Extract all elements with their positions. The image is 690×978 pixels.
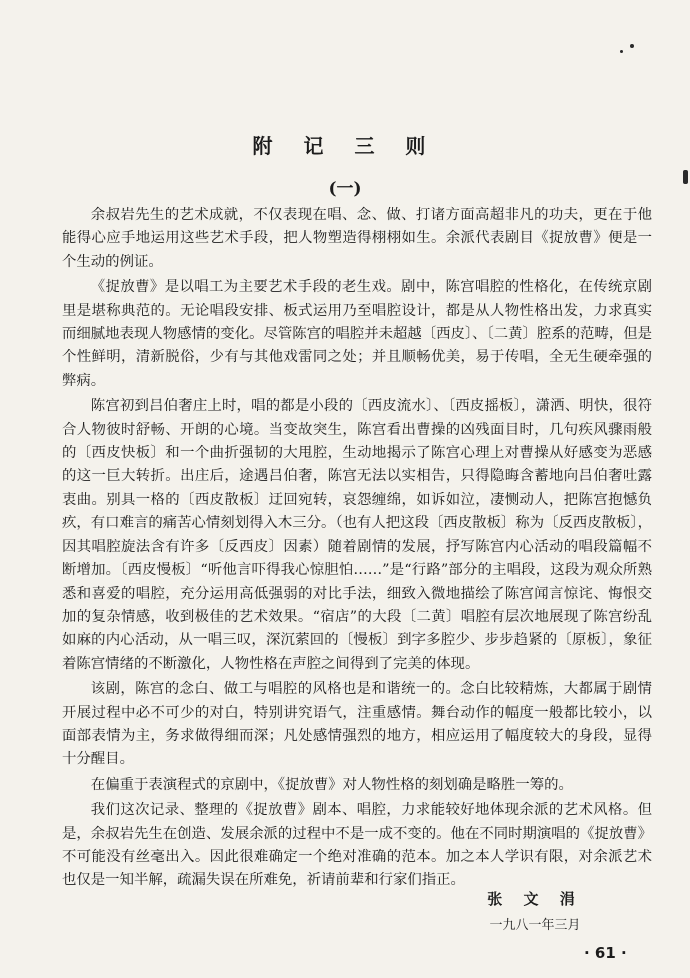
article-body <box>62 204 652 895</box>
scan-speck <box>630 44 634 48</box>
paragraph: 《捉放曹》是以唱工为主要艺术手段的老生戏。剧中，陈宫唱腔的性格化，在传统京剧里是堪称典范的。无论唱段安排、板式运用乃至唱腔设计，都是从人物性格出发，力求真实而细腻地表现人物感情的变化。尽管陈宫的唱腔并未超越〔西皮〕、〔二黄〕腔系的范畴，但是个性鲜明，清新脱俗，少有与其他戏雷同之处；并且顺畅优美，易于传唱，全无生硬牵强的弊病。 <box>62 279 653 389</box>
signature-date: 一九八一年三月 <box>489 918 581 933</box>
scan-speck <box>620 50 623 53</box>
paragraph: 该剧，陈宫的念白、做工与唱腔的风格也是和谐统一的。念白比较精炼，大都属于剧情开展过程中必不可少的对白，特别讲究语气，注重感情。舞台动作的幅度一般都比较小，以面部表情为主，务求做得细而深；凡处感情强烈的地方，相应运用了幅度较大的身段，显得十分醒目。 <box>62 681 652 768</box>
page-title: 附 记 三 则 <box>252 134 438 158</box>
author-signature: 张 文 涓 <box>487 890 583 908</box>
paragraph: 我们这次记录、整理的《捉放曹》剧本、唱腔，力求能较好地体现余派的艺术风格。但是，余叔岩先生在创造、发展余派的过程中不是一成不变的。他在不同时期演唱的《捉放曹》不可能没有丝毫出入。因此很难确定一个绝对准确的范本。加之本人学识有限，对余派艺术也仅是一知半解，疏漏失误在所难免，祈请前辈和行家们指正。 <box>62 802 653 889</box>
page-number: · 61 · <box>584 944 627 962</box>
paragraph: 在偏重于表演程式的京剧中，《捉放曹》对人物性格的刻划确是略胜一筹的。 <box>90 776 573 793</box>
section-number: (一) <box>328 179 362 199</box>
paragraph: 余叔岩先生的艺术成就，不仅表现在唱、念、做、打诸方面高超非凡的功夫，更在于他能得心应手地运用这些艺术手段，把人物塑造得栩栩如生。余派代表剧目《捉放曹》便是一个生动的例证。 <box>62 207 652 270</box>
scan-speck <box>683 170 688 184</box>
paragraph: 陈宫初到吕伯奢庄上时，唱的都是小段的〔西皮流水〕、〔西皮摇板〕，潇洒、明快，很符合人物彼时舒畅、开朗的心境。当变故突生，陈宫看出曹操的凶残面目时，几句疾风骤雨般的〔西皮快板〕和一个曲折强韧的大甩腔，生动地揭示了陈宫心理上对曹操从好感变为恶感的这一巨大转折。出庄后，途遇吕伯奢，陈宫无法以实相告，只得隐晦含蓄地向吕伯奢吐露衷曲。别具一格的〔西皮散板〕迂回宛转，哀怨缠绵，如诉如泣，凄恻动人，把陈宫抱憾负疚，有口难言的痛苦心情刻划得入木三分。（也有人把这段〔西皮散板〕称为〔反西皮散板〕，因其唱腔旋法含有许多〔反西皮〕因素）随着剧情的发展，抒写陈宫内心活动的唱段篇幅不断增加。〔西皮慢板〕“听他言吓得我心惊胆怕……”是“行路”部分的主唱段，这段为观众所熟悉和喜爱的唱腔，充分运用高低强弱的对比手法，细致入微地描绘了陈宫闻言惊诧、悔恨交加的复杂情感，收到极佳的艺术效果。“宿店”的大段〔二黄〕唱腔有层次地展现了陈宫纷乱如麻的内心活动，从一唱三叹，深沉萦回的〔慢板〕到字多腔少、步步趋紧的〔原板〕，象征着陈宫情绪的不断激化，人物性格在声腔之间得到了完美的体现。 <box>62 398 653 672</box>
